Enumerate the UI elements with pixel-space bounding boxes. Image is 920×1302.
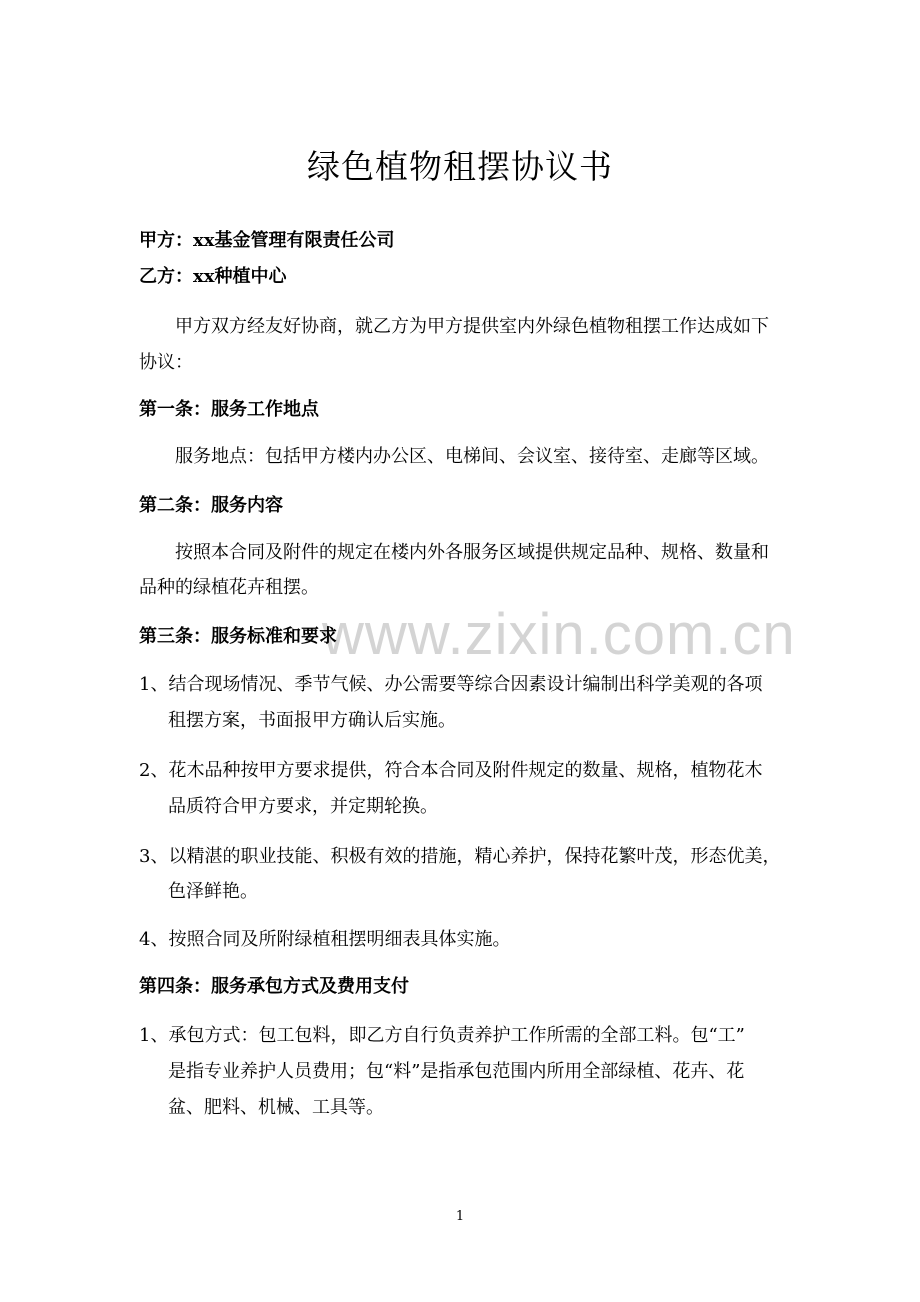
article-3-heading: 第三条：服务标准和要求 <box>139 626 337 647</box>
article-1-text: 服务地点：包括甲方楼内办公区、电梯间、会议室、接待室、走廊等区域。 <box>175 446 769 467</box>
list-item-line: 4、按照合同及所附绿植租摆明细表具体实施。 <box>139 929 511 950</box>
list-item-line: 1、结合现场情况、季节气候、办公需要等综合因素设计编制出科学美观的各项 <box>139 674 763 695</box>
intro-paragraph-line: 协议： <box>139 352 193 373</box>
document-title: 绿色植物租摆协议书 <box>307 147 613 186</box>
list-item-line: 租摆方案，书面报甲方确认后实施。 <box>168 710 456 731</box>
list-item-line: 色泽鲜艳。 <box>168 881 258 902</box>
list-item-line: 3、以精湛的职业技能、积极有效的措施，精心养护，保持花繁叶茂，形态优美， <box>139 846 781 867</box>
article-2-text-line: 按照本合同及附件的规定在楼内外各服务区域提供规定品种、规格、数量和 <box>175 542 769 563</box>
list-item-line: 品质符合甲方要求，并定期轮换。 <box>168 796 438 817</box>
party-a: 甲方：xx基金管理有限责任公司 <box>139 230 395 251</box>
intro-paragraph-line: 甲方双方经友好协商，就乙方为甲方提供室内外绿色植物租摆工作达成如下 <box>175 316 769 337</box>
list-item-line: 2、花木品种按甲方要求提供，符合本合同及附件规定的数量、规格，植物花木 <box>139 760 763 781</box>
page-number: 1 <box>455 1209 465 1224</box>
watermark: www.zixin.com.cn <box>322 602 796 667</box>
article-2-heading: 第二条：服务内容 <box>139 495 283 516</box>
list-item-line: 1、承包方式：包工包料，即乙方自行负责养护工作所需的全部工料。包“工” <box>139 1025 745 1046</box>
article-2-text-line: 品种的绿植花卉租摆。 <box>139 577 319 598</box>
list-item-line: 是指专业养护人员费用；包“料”是指承包范围内所用全部绿植、花卉、花 <box>168 1061 745 1082</box>
list-item-line: 盆、肥料、机械、工具等。 <box>168 1097 384 1118</box>
article-1-heading: 第一条：服务工作地点 <box>139 399 319 420</box>
article-4-heading: 第四条：服务承包方式及费用支付 <box>139 976 409 997</box>
party-b: 乙方：xx种植中心 <box>139 266 287 287</box>
